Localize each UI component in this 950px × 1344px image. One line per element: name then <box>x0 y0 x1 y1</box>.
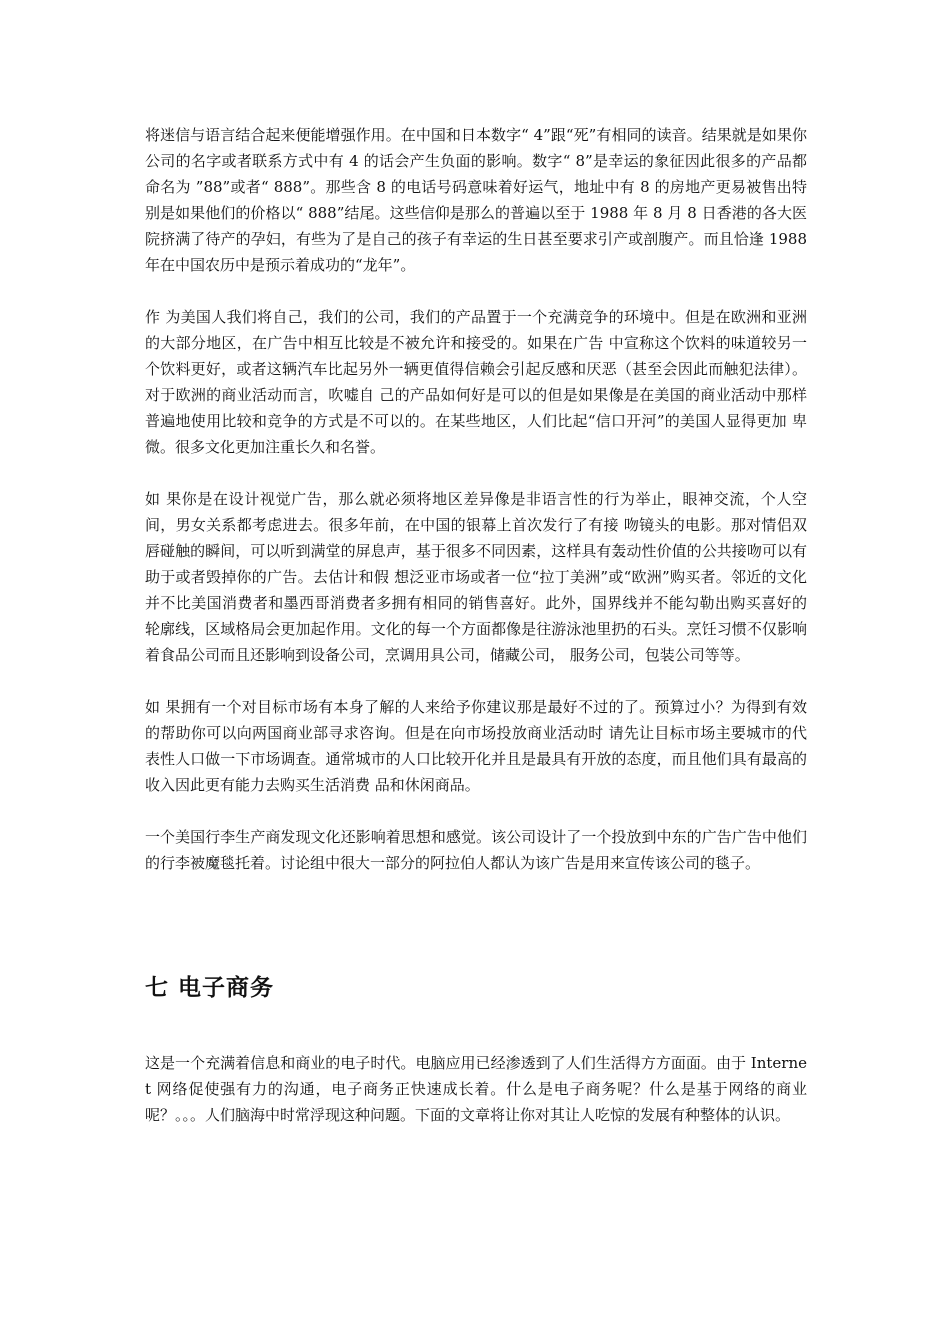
paragraph-competition: 作 为美国人我们将自己，我们的公司，我们的产品置于一个充满竞争的环境中。但是在欧洲和亚洲的大部分地区，在广告中相互比较是不被允许和接受的。如果在广告 中宣称这个饮料的味道较另一个饮料更好，或者这辆汽车比起另外一辆更值得信赖会引起反感和厌恶（甚至会因此而触犯法律）。对于欧洲的商业活动而言，吹嘘自 己的产品如何好是可以的但是如果像是在美国的商业活动中那样普遍地使用比较和竞争的方式是不可以的。在某些地区，人们比起“信口开河”的美国人显得更加 卑微。很多文化更加注重长久和名誉。 <box>145 308 807 456</box>
paragraph-target-market: 如 果拥有一个对目标市场有本身了解的人来给予你建议那是最好不过的了。预算过小？为得到有效的帮助你可以向两国商业部寻求咨询。但是在向市场投放商业活动时 请先让目标市场主要城市的代表性人口做一下市场调查。通常城市的人口比较开化并且是最具有开放的态度，而且他们具有最高的收入因此更有能力去购买生活消费 品和休闲商品。 <box>145 698 807 794</box>
paragraph-spacer <box>145 668 807 694</box>
paragraph-spacer <box>145 798 807 824</box>
section-spacer <box>145 876 807 968</box>
document-page <box>145 122 807 1128</box>
paragraph-visual-ads: 如 果你是在设计视觉广告，那么就必须将地区差异像是非语言性的行为举止，眼神交流，个人空间，男女关系都考虑进去。很多年前，在中国的银幕上首次发行了有接 吻镜头的电影。那对情侣双唇碰触的瞬间，可以听到满堂的屏息声，基于很多不同因素，这样具有轰动性价值的公共接吻可以有助于或者毁掉你的广告。去估计和假 想泛亚市场或者一位“拉丁美洲”或“欧洲”购买者。邻近的文化并不比美国消费者和墨西哥消费者多拥有相同的销售喜好。此外，国界线并不能勾勒出购买喜好的 轮廓线，区域格局会更加起作用。文化的每一个方面都像是往游泳池里扔的石头。烹饪习惯不仅影响着食品公司而且还影响到设备公司，烹调用具公司，储藏公司， 服务公司，包装公司等等。 <box>145 490 807 664</box>
section-heading: 七 电子商务 <box>145 975 275 1001</box>
heading-spacer <box>145 1008 807 1050</box>
paragraph-spacer <box>145 278 807 304</box>
paragraph-spacer <box>145 460 807 486</box>
paragraph-ecommerce-intro: 这是一个充满着信息和商业的电子时代。电脑应用已经渗透到了人们生活得方方面面。由于 Internet 网络促使强有力的沟通，电子商务正快速成长着。什么是电子商务呢？什么是基于网络的商业呢？。。。人们脑海中时常浮现这种问题。下面的文章将让你对其让人吃惊的发展有种整体的认识。 <box>145 1054 807 1124</box>
paragraph-superstition: 将迷信与语言结合起来便能增强作用。在中国和日本数字“ 4”跟“死”有相同的读音。结果就是如果你公司的名字或者联系方式中有 4 的话会产生负面的影响。数字“ 8”是幸运的象征因此很多的产品都命名为 ”88”或者“ 888”。那些含 8 的电话号码意味着好运气，地址中有 8 的房地产更易被售出特别是如果他们的价格以“ 888”结尾。这些信仰是那么的普遍以至于 1988 年 8 月 8 日香港的各大医院挤满了待产的孕妇，有些为了是自己的孩子有幸运的生日甚至要求引产或剖腹产。而且恰逢 1988 年在中国农历中是预示着成功的“龙年”。 <box>145 126 807 274</box>
paragraph-luggage: 一个美国行李生产商发现文化还影响着思想和感觉。该公司设计了一个投放到中东的广告广告中他们的行李被魔毯托着。讨论组中很大一部分的阿拉伯人都认为该广告是用来宣传该公司的毯子。 <box>145 828 807 872</box>
